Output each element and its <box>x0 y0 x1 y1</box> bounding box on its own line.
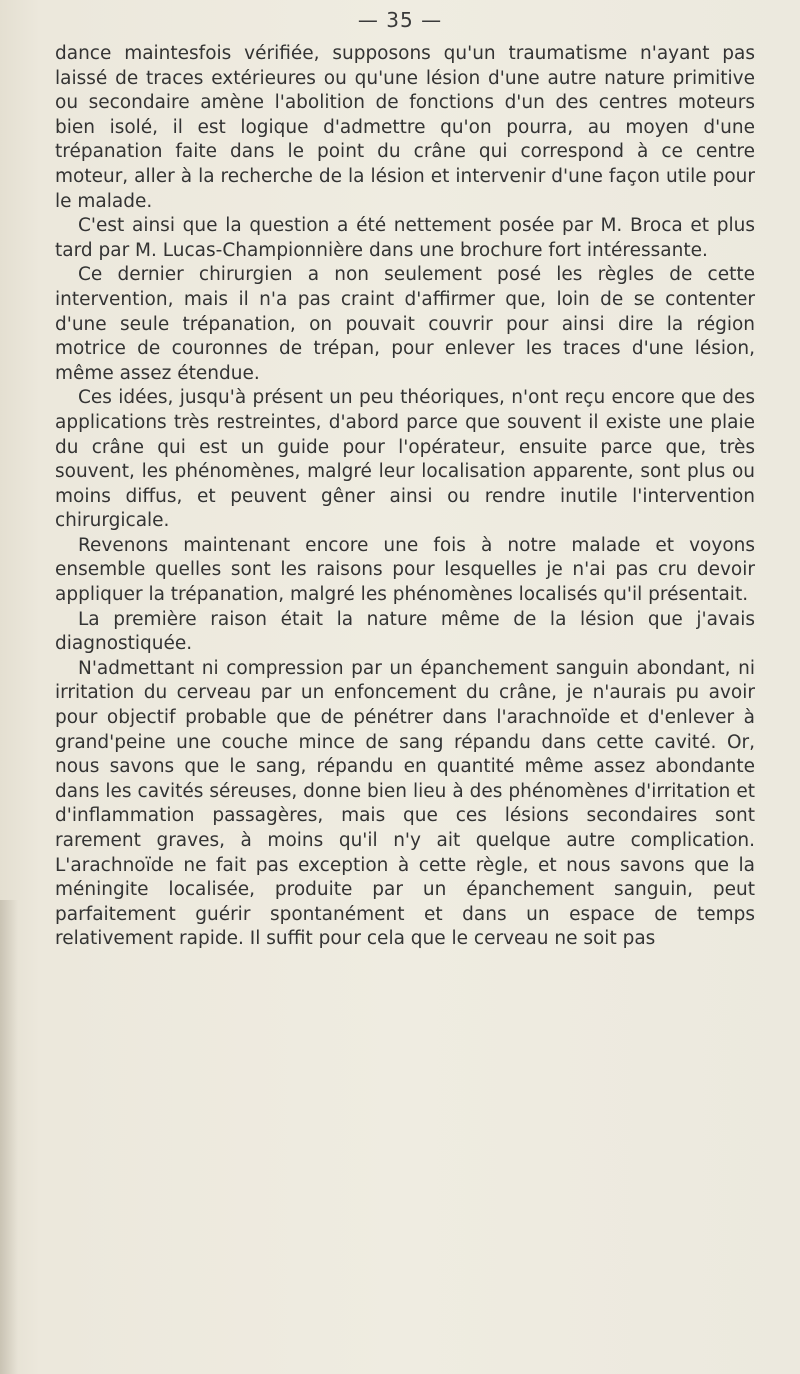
page-number: — 35 — <box>357 8 443 32</box>
paragraph: C'est ainsi que la question a été nettement posée par M. Broca et plus tard par M. Lucas-Championnière dans une brochure fort intéressante. <box>55 215 755 261</box>
paragraph: dance maintesfois vérifiée, supposons qu'un traumatisme n'ayant pas laissé de traces extérieures ou qu'une lésion d'une autre nature primitive ou secondaire amène l'abolition de fonctions d'un des centres moteurs bien isolé, il est logique d'admettre qu'on pourra, au moyen d'une trépanation faite dans le point du crâne qui correspond à ce centre moteur, aller à la recherche de la lésion et intervenir d'une façon utile pour le malade. <box>55 43 755 212</box>
paragraph: Ce dernier chirurgien a non seulement posé les règles de cette intervention, mais il n'a pas craint d'affirmer que, loin de se contenter d'une seule trépanation, on pouvait couvrir pour ainsi dire la région motrice de couronnes de trépan, pour enlever les traces d'une lésion, même assez étendue. <box>55 264 755 384</box>
paragraph: Revenons maintenant encore une fois à notre malade et voyons ensemble quelles sont les raisons pour lesquelles je n'ai pas cru devoir appliquer la trépanation, malgré les phénomènes localisés qu'il présentait. <box>55 534 755 606</box>
paragraph: La première raison était la nature même de la lésion que j'avais diagnostiquée. <box>55 608 755 655</box>
binding-shadow <box>0 900 18 1374</box>
paragraph: Ces idées, jusqu'à présent un peu théoriques, n'ont reçu encore que des applications très restreintes, d'abord parce que souvent il existe une plaie du crâne qui est un guide pour l'opérateur, ensuite parce que, très souvent, les phénomènes, malgré leur localisation apparente, sont plus ou moins diffus, et peuvent gêner ainsi ou rendre inutile l'intervention chirurgicale. <box>55 387 755 532</box>
paragraph: N'admettant ni compression par un épanchement sanguin abondant, ni irritation du cerveau par un enfoncement du crâne, je n'aurais pu avoir pour objectif probable que de pénétrer dans l'arachnoïde et d'enlever à grand'peine une couche mince de sang répandu dans cette cavité. Or, nous savons que le sang, répandu en quantité même assez abondante dans les cavités séreuses, donne bien lieu à des phénomènes d'irritation et d'inflammation passagères, mais que ces lésions secondaires sont rarement graves, à moins qu'il n'y ait quelque autre complication. L'arachnoïde ne fait pas exception à cette règle, et nous savons que la méningite localisée, produite par un épanchement sanguin, peut parfaitement guérir spontanément et dans un espace de temps relativement rapide. Il suffit pour cela que le cerveau ne soit pas <box>55 657 755 950</box>
body-text <box>55 42 755 952</box>
